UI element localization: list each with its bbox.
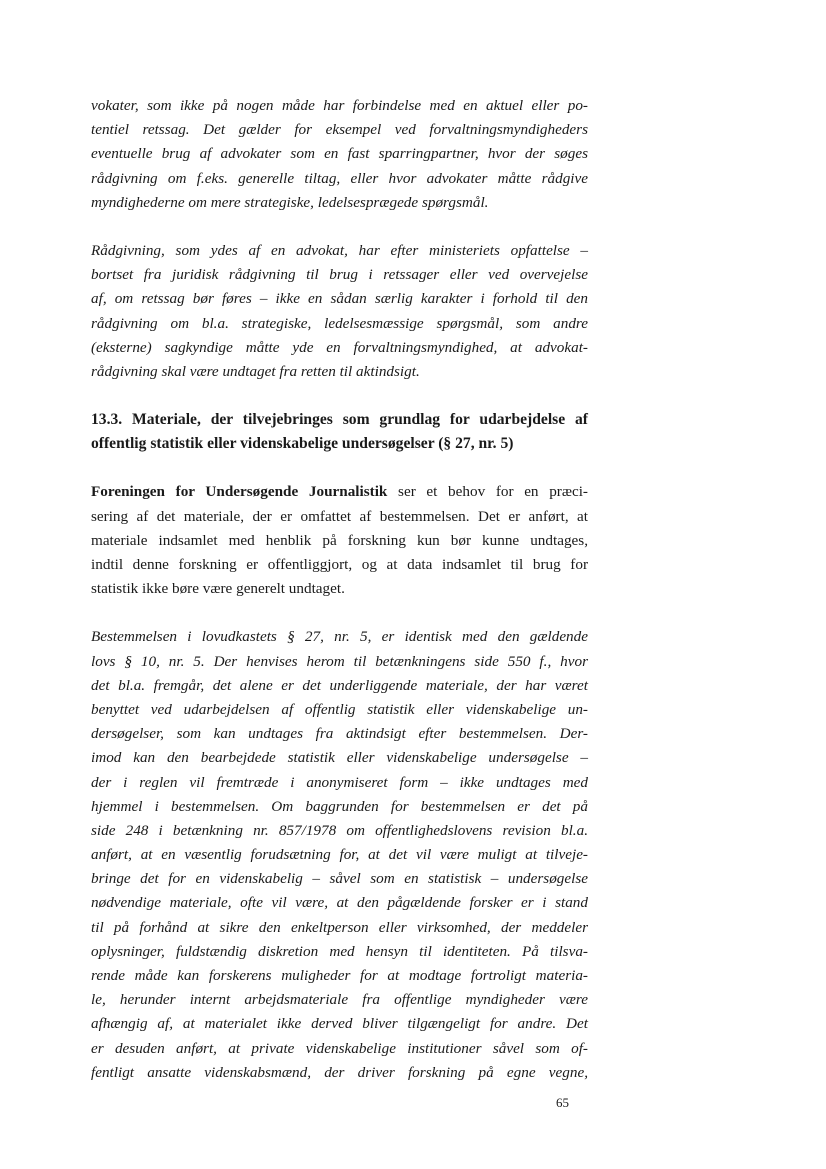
text-line: side 248 i betænkning nr. 857/1978 om offentlighedslovens revision bl.a. [91,821,588,839]
text-line: nødvendige materiale, ofte vil være, at den pågældende forsker er i stand [91,894,588,912]
text-line: lovs § 10, nr. 5. Der henvises herom til betænkningens side 550 f., hvor [91,652,588,670]
text-line: det bl.a. fremgår, det alene er det underliggende materiale, der har været [91,676,588,694]
text-line: dersøgelser, som kan undtages fra aktindsigt efter bestemmelsen. Der- [91,725,588,743]
heading-line: offentlig statistik eller videnskabelige undersøgelser (§ 27, nr. 5) [91,435,514,453]
paragraph-ministry-view [91,239,588,384]
text-line: indtil denne forskning er offentliggjort, og at data indsamlet til brug for [91,556,588,573]
text-line: anført, at en væsentlig forudsætning for, at det vil være muligt at tilveje- [91,846,588,864]
text-line: myndighederne om mere strategiske, ledelsesprægede spørgsmål. [91,193,489,211]
paragraph-provision-explanation [91,625,588,1085]
text-line: Bestemmelsen i lovudkastets § 27, nr. 5, er identisk med den gældende [91,628,588,646]
text-line: rådgivning om f.eks. generelle tiltag, eller hvor advokater måtte rådgive [91,169,588,187]
text-line: tentiel retssag. Det gælder for eksempel ved forvaltningsmyndigheders [91,121,588,139]
text-line: materiale indsamlet med henblik på forskning kun bør kunne undtages, [91,531,588,549]
text-line: til på forhånd at sikre den enkeltperson eller virksomhed, der meddeler [91,918,588,936]
text-line: bringe det for en videnskabelig – såvel som en statistisk – undersøgelse [91,870,588,888]
heading-line: 13.3. Materiale, der tilvejebringes som grundlag for udarbejdelse af [91,411,588,429]
paragraph-spacer [91,384,588,408]
paragraph-spacer [91,601,588,625]
paragraph-association-comment [91,480,588,601]
text-line: afhængig af, at materialet ikke derved bliver tilgængeligt for andre. Det [91,1015,588,1033]
section-heading [91,408,588,456]
text-line: bortset fra juridisk rådgivning til brug i retssager eller ved overvejelse [91,266,588,284]
text-line: eventuelle brug af advokater som en fast sparringpartner, hvor der søges [91,145,588,163]
page-number: 65 [556,1095,569,1110]
text-line: rende måde kan forskerens muligheder for at modtage fortroligt materia- [91,967,588,984]
text-line: rådgivning om bl.a. strategiske, ledelsesmæssige spørgsmål, som andre [91,314,588,332]
organization-name: Foreningen for Undersøgende Journalistik [91,483,388,501]
text-line: imod kan den bearbejdede statistik eller videnskabelige undersøgelse – [91,749,588,767]
text-line: benyttet ved udarbejdelsen af offentlig statistik eller videnskabelige un- [91,700,588,718]
text-line: (eksterne) sagkyndige måtte yde en forvaltningsmyndighed, at advokat- [91,338,588,356]
text-line: le, herunder internt arbejdsmateriale fra offentlige myndigheder være [91,991,588,1009]
paragraph-advocates-context [91,94,588,215]
text-fragment: ser et behov for en præci- [387,483,588,501]
text-line: hjemmel i bestemmelsen. Om baggrunden for bestemmelsen er det på [91,797,588,815]
paragraph-spacer [91,215,588,239]
text-line: rådgivning skal være undtaget fra retten til aktindsigt. [91,362,420,380]
text-line: fentligt ansatte videnskabsmænd, der driver forskning på egne vegne, [91,1063,588,1081]
text-line: sering af det materiale, der er omfattet af bestemmelsen. Det er anført, at [91,507,588,525]
text-line: oplysninger, fuldstændig diskretion med hensyn til identiteten. På tilsva- [91,942,588,960]
document-page [91,94,588,1085]
text-line: statistik ikke børe være generelt undtaget. [91,580,345,598]
paragraph-spacer [91,456,588,480]
text-line: Rådgivning, som ydes af en advokat, har efter ministeriets opfattelse – [91,241,588,259]
text-line: vokater, som ikke på nogen måde har forbindelse med en aktuel eller po- [91,97,588,114]
text-line: er desuden anført, at private videnskabelige institutioner såvel som of- [91,1039,588,1057]
text-line [91,480,588,504]
text-line: der i reglen vil fremtræde i anonymiseret form – ikke undtages med [91,773,588,791]
text-line: af, om retssag bør føres – ikke en sådan særlig karakter i forhold til den [91,290,588,308]
